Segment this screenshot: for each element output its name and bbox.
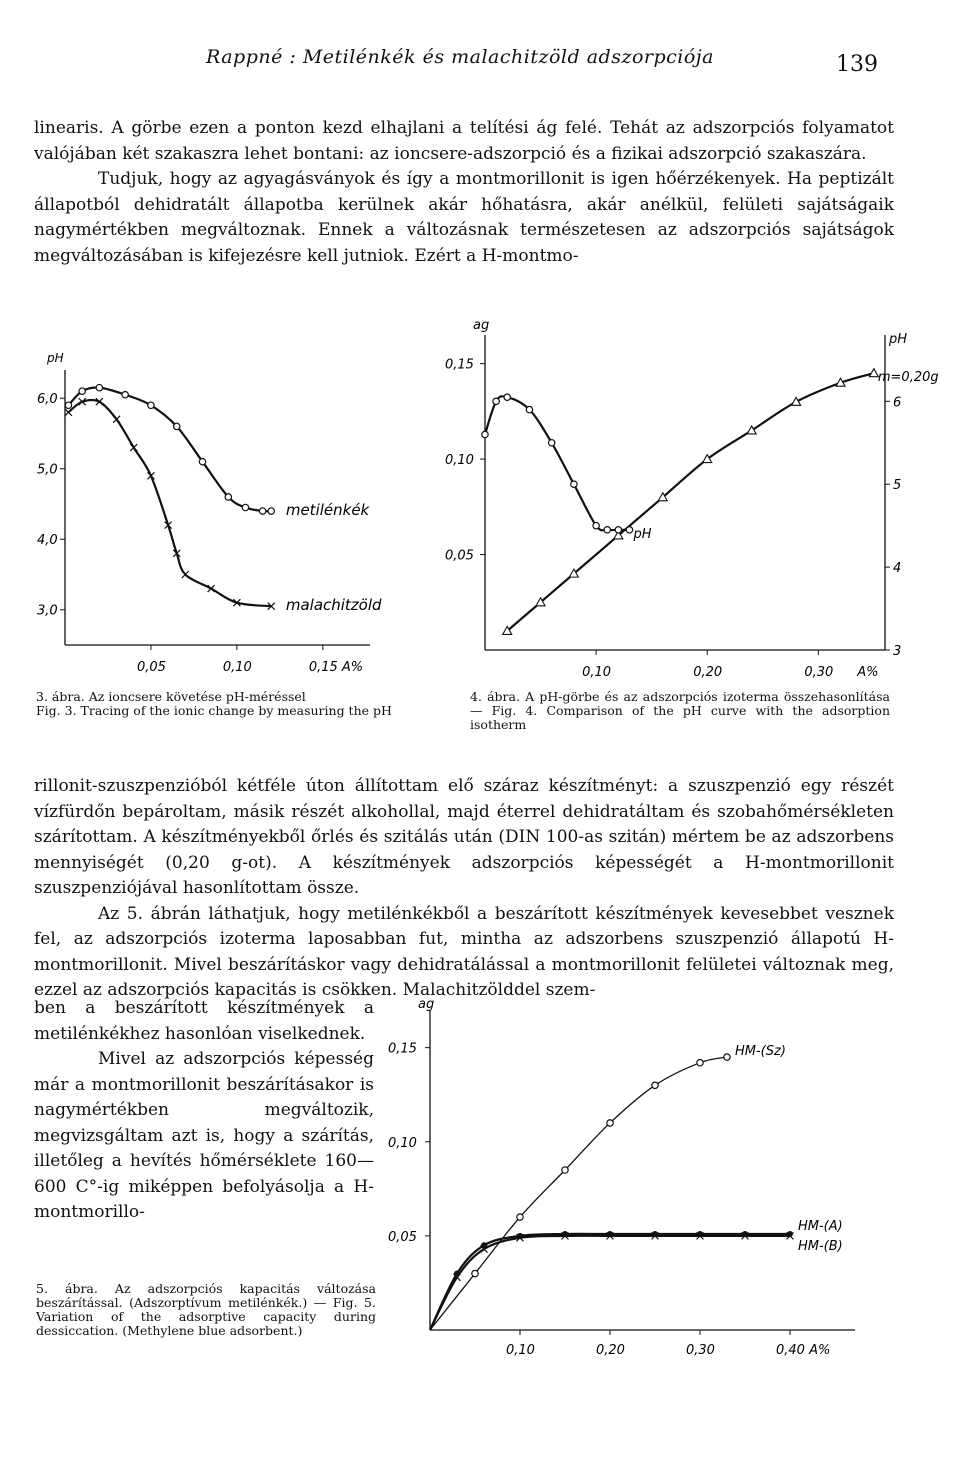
y-tick-label: 4,0	[37, 533, 58, 549]
data-point	[182, 571, 189, 578]
x-tick-label: 0,05	[136, 660, 166, 675]
y2-tick-label: 6	[893, 395, 902, 411]
figure-5-caption	[36, 1282, 376, 1338]
caption-text: 4. ábra. A pH-görbe és az adszorpciós izoterma összehasonlítása — Fig. 4. Comparison of the pH curve with the adsorption isotherm	[470, 689, 890, 732]
body-text-middle	[34, 774, 894, 1004]
series-line	[430, 1057, 727, 1330]
series-label: malachitzöld	[285, 596, 382, 615]
paragraph: linearis. A görbe ezen a ponton kezd elhajlani a telítési ág felé. Tehát az adszorpciós folyamatot valójában két szakaszra lehet bontani: az ioncsere-adszorpció és a fizikai adszorpció szakaszára.	[34, 118, 894, 164]
data-point	[268, 508, 274, 514]
series-line	[485, 396, 629, 530]
data-point	[113, 416, 120, 423]
data-point	[199, 458, 205, 464]
series-label: HM-(Sz)	[735, 1044, 786, 1060]
x-tick-label: 0,30	[804, 665, 834, 680]
y2-tick-label: 4	[893, 561, 902, 577]
data-point	[615, 527, 621, 533]
data-point	[652, 1082, 658, 1088]
series-label: m=0,20g	[877, 370, 939, 386]
data-point	[482, 431, 488, 437]
paragraph: ben a beszárított készítmények a metilénkékhez hasonlóan viselkednek.	[34, 998, 374, 1044]
data-point	[148, 402, 154, 408]
data-point	[571, 481, 577, 487]
data-point	[242, 504, 248, 510]
data-point	[593, 522, 599, 528]
series-line	[68, 387, 271, 511]
data-point	[96, 384, 102, 390]
y2-tick-label: 5	[893, 478, 902, 494]
data-point	[174, 423, 180, 429]
y-tick-label: 3,0	[37, 603, 58, 619]
caption-hu: 3. ábra. Az ioncsere követése pH-méréssel	[36, 689, 306, 704]
y-tick-label: 0,10	[445, 453, 474, 469]
y-tick-label: 6,0	[37, 392, 58, 408]
caption-en: Fig. 3. Tracing of the ionic change by measuring the pH	[36, 703, 392, 718]
series-label: metilénkék	[285, 501, 370, 520]
paragraph: Mivel az adszorpciós képesség már a montmorillonit beszárításakor is nagymértékben megváltozik, megvizsgáltam azt is, hogy a szárítás, illetőleg a hevítés hőmérséklete 160—600 C°-ig miképpen befolyásolja a H-montmorillo-	[34, 1049, 374, 1222]
series-line	[68, 400, 271, 606]
series-label: HM-(A)	[798, 1219, 843, 1234]
body-text-bottom	[34, 996, 374, 1226]
figure-5-chart	[385, 990, 885, 1370]
x-tick-label: 0,20	[693, 665, 723, 680]
data-point	[604, 527, 610, 533]
figure-3-chart	[37, 345, 440, 690]
data-point	[562, 1167, 568, 1173]
y-tick-label: 0,05	[388, 1229, 417, 1245]
series-label: HM-(B)	[798, 1238, 843, 1254]
data-point	[79, 388, 85, 394]
data-point	[504, 394, 510, 400]
body-text-top	[34, 116, 894, 269]
x-tick-label: 0,10	[222, 660, 252, 675]
data-point	[493, 398, 499, 404]
data-point	[626, 527, 632, 533]
data-point	[259, 508, 265, 514]
running-title: Rappné : Metilénkék és malachitzöld adszorpciója	[205, 46, 715, 68]
y-tick-label: 0,05	[445, 548, 474, 564]
y-axis-label: ag	[418, 997, 435, 1012]
x-tick-label: 0,10	[582, 665, 612, 680]
series-line	[507, 373, 874, 631]
x-tick-label: 0,30	[686, 1343, 715, 1358]
y2-tick-label: 3	[893, 644, 902, 659]
data-point	[65, 409, 72, 416]
data-point	[724, 1054, 730, 1060]
data-point	[122, 391, 128, 397]
x-tick-label: 0,40 A%	[776, 1343, 831, 1358]
paragraph: Tudjuk, hogy az agyagásványok és így a montmorillonit is igen hőérzékenyek. Ha peptizált állapotból dehidratált állapotba kerülnek akár hőhatásra, akár anélkül, felületi sajátságaik nagymértékben megváltoznak. Ennek a változásnak természetesen az adszorpciós sajátságok megváltozásában is kifejezésre kell jutniok. Ezért a H-montmo-	[34, 169, 894, 266]
paragraph: Az 5. ábrán láthatjuk, hogy metilénkékből a beszárított készítmények kevesebbet vesznek fel, az adszorpciós izoterma laposabban fut, mintha az adszorbens szuszpenzió állapotú H-montmorillonit. Mivel beszárításkor vagy dehidratálással a montmorillonit felületei változnak meg, ezzel az adszorpciós kapacitás is csökken. Malachitzölddel szem-	[34, 903, 894, 1000]
y-tick-label: 0,15	[388, 1041, 417, 1057]
data-point	[697, 1060, 703, 1066]
data-point	[607, 1120, 613, 1126]
data-point	[208, 585, 215, 592]
x-tick-label: 0,15 A%	[308, 660, 364, 675]
series-label: pH	[633, 526, 652, 542]
y-tick-label: 0,10	[388, 1135, 417, 1151]
y-axis-label: ag	[473, 318, 490, 333]
caption-text: 5. ábra. Az adszorpciós kapacitás változása beszárítással. (Adszorptívum metilénkék.) — Fig. 5. Variation of the adsorptive capacity during dessiccation. (Methylene blue adsorbent.)	[36, 1281, 376, 1338]
paragraph: rillonit-szuszpenzióból kétféle úton állítottam elő száraz készítményt: a szuszpenzió egy részét vízfürdőn bepároltam, másik részét alkohollal, majd éterrel dehidratáltam és szobahőmérsékleten szárítottam. A készítményekből őrlés és szitálás után (DIN 100-as szitán) mértem be az adszorbens mennyiségét (0,20 g-ot). A készítmények adszorpciós képességét a H-montmorillonit szuszpenziójával hasonlítottam össze.	[34, 776, 894, 898]
y-tick-label: 5,0	[37, 462, 58, 478]
figure-4-caption	[470, 690, 890, 732]
y2-axis-label: pH	[889, 332, 908, 347]
data-point	[526, 406, 532, 412]
data-point	[65, 402, 71, 408]
figure-3-caption	[36, 690, 426, 718]
data-point	[548, 440, 554, 446]
y-tick-label: 0,15	[445, 357, 474, 373]
x-unit-label: A%	[857, 665, 879, 680]
page-number: 139	[836, 52, 878, 77]
data-point	[517, 1214, 523, 1220]
figure-4-chart	[440, 310, 939, 690]
data-point	[472, 1270, 478, 1276]
x-tick-label: 0,10	[506, 1343, 535, 1358]
x-tick-label: 0,20	[596, 1343, 625, 1358]
y-axis-label: pH	[47, 351, 64, 365]
data-point	[225, 494, 231, 500]
data-point	[130, 444, 137, 451]
